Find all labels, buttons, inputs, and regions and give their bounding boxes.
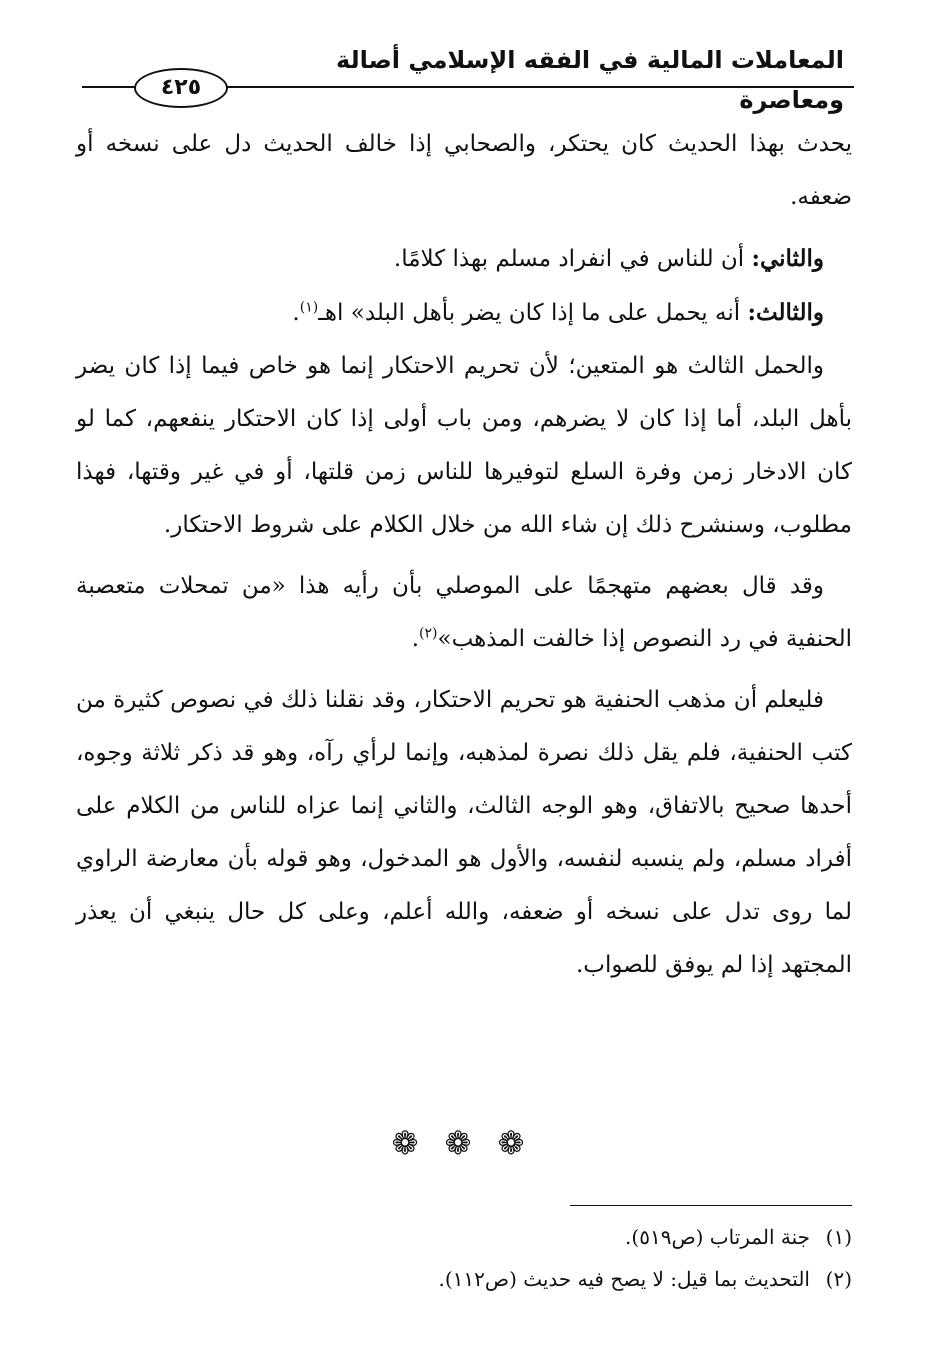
paragraph-3-end: . (292, 300, 300, 326)
section-ornament-icon: ❁ ❁ ❁ (391, 1124, 533, 1162)
footnote-2-number: (٢) (825, 1267, 852, 1291)
running-title: المعاملات المالية في الفقه الإسلامي أصالة ومعاصرة (336, 46, 844, 114)
footnote-ref-2: (٢) (419, 625, 438, 642)
paragraph-2-text: أن للناس في انفراد مسلم بهذا كلامًا. (393, 246, 752, 272)
footnote-rule (570, 1205, 852, 1206)
footnotes (76, 1216, 852, 1300)
footnote-1-text: جنة المرتاب (ص٥١٩). (625, 1225, 810, 1249)
paragraph-3-lead: والثالث: (747, 299, 824, 326)
paragraph-5-end: . (411, 626, 420, 652)
paragraph-2 (76, 232, 852, 286)
body-text (76, 118, 852, 992)
paragraph-3 (76, 286, 852, 340)
paragraph-2-lead: والثاني: (751, 245, 824, 272)
footnote-2 (76, 1258, 852, 1300)
paragraph-5 (76, 560, 852, 666)
paragraph-5-text: وقد قال بعضهم متهجمًا على الموصلي بأن رأيه هذا «من تمحلات متعصبة الحنفية في رد النصوص إذا خالفت المذهب» (76, 573, 852, 652)
footnote-1 (76, 1216, 852, 1258)
footnote-1-number: (١) (825, 1225, 852, 1249)
footnote-ref-1: (١) (299, 299, 319, 316)
paragraph-4: والحمل الثالث هو المتعين؛ لأن تحريم الاحتكار إنما هو خاص فيما إذا كان يضر بأهل البلد، أما إذا كان لا يضرهم، ومن باب أولى إذا كان الاحتكار ينفعهم، كما لو كان الادخار زمن وفرة السلع لتوفيرها للناس زمن قلتها، أو في غير وقتها، فهذا مطلوب، وسنشرح ذلك إن شاء الله من خلال الكلام على شروط الاحتكار. (76, 353, 852, 538)
page-number: ٤٢٥ (134, 68, 228, 108)
paragraph-1: يحدث بهذا الحديث كان يحتكر، والصحابي إذا خالف الحديث دل على نسخه أو ضعفه. (76, 131, 852, 210)
footnote-2-text: التحديث بما قيل: لا يصح فيه حديث (ص١١٢). (438, 1267, 810, 1291)
paragraph-3-text: أنه يحمل على ما إذا كان يضر بأهل البلد» اهـ (318, 300, 748, 326)
paragraph-6: فليعلم أن مذهب الحنفية هو تحريم الاحتكار، وقد نقلنا ذلك في نصوص كثيرة من كتب الحنفية، فلم يقل ذلك نصرة لمذهبه، وإنما لرأي رآه، وهو قد ذكر ثلاثة وجوه، أحدها صحيح بالاتفاق، وهو الوجه الثالث، والثاني إنما عزاه للناس من الكلام على أفراد مسلم، ولم ينسبه لنفسه، والأول هو المدخول، وهو قوله بأن معارضة الراوي لما روى تدل على نسخه أو ضعفه، والله أعلم، وعلى كل حال ينبغي أن يعذر المجتهد إذا لم يوفق للصواب. (76, 687, 852, 978)
